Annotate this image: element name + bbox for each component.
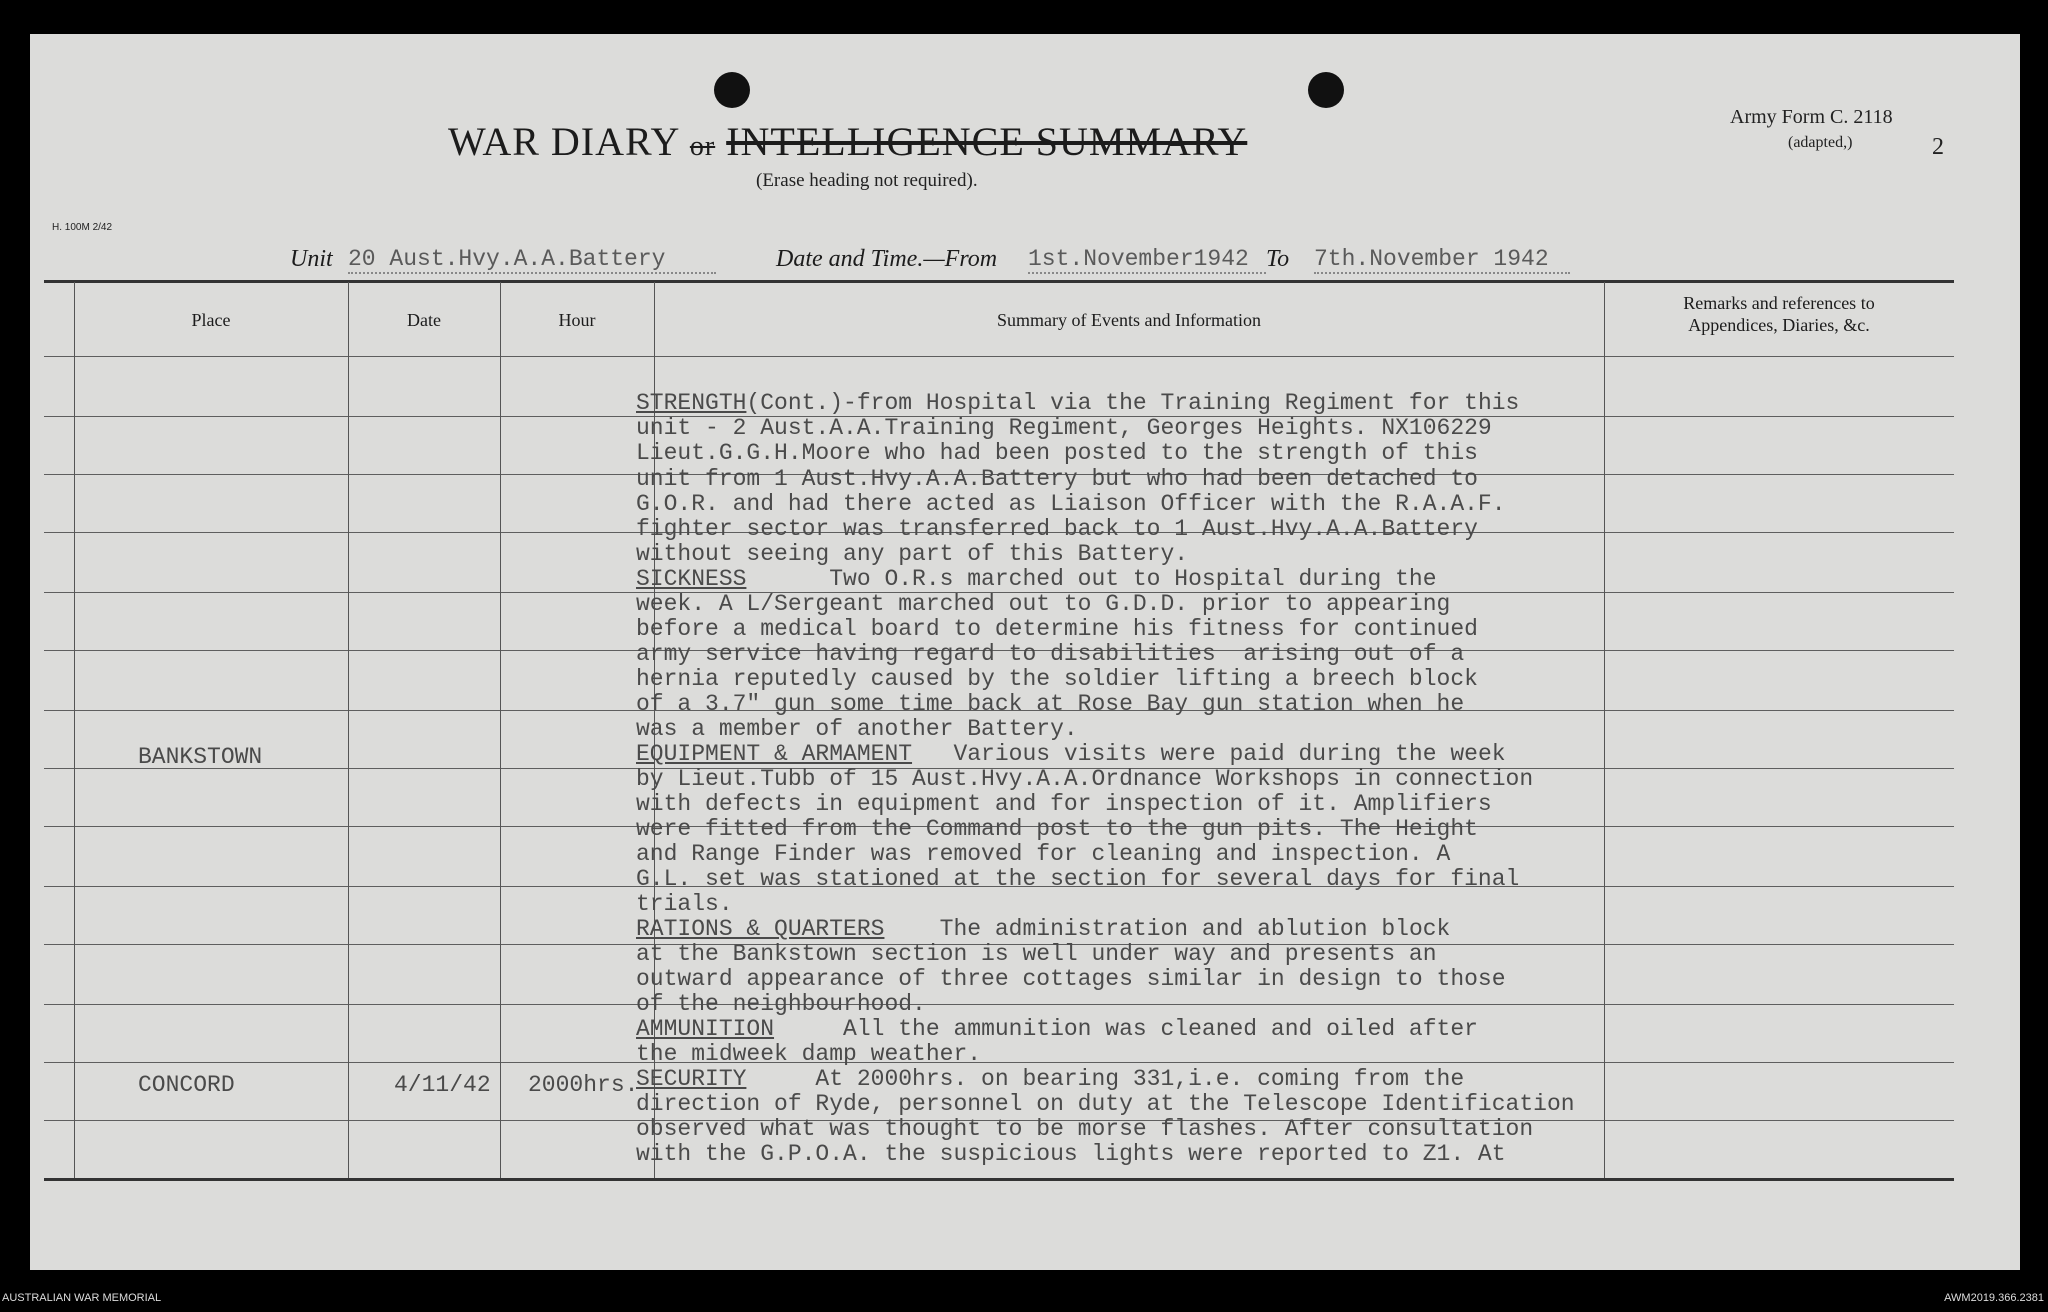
summary-line: RATIONS & QUARTERS The administration and ablution block <box>636 916 1451 942</box>
summary-line: Lieut.G.G.H.Moore who had been posted to the strength of this <box>636 440 1478 466</box>
date-from: 1st.November1942 <box>1028 246 1266 274</box>
column-header-summary: Summary of Events and Information <box>997 310 1261 330</box>
summary-line: the midweek damp weather. <box>636 1041 982 1067</box>
punch-hole-right <box>1308 72 1344 108</box>
title-or: or <box>689 131 716 162</box>
summary-line: direction of Ryde, personnel on duty at the Telescope Identification <box>636 1091 1575 1117</box>
summary-line: AMMUNITION All the ammunition was cleaned and oiled after <box>636 1016 1478 1042</box>
unit-value: 20 Aust.Hvy.A.A.Battery <box>348 246 716 274</box>
column-rule <box>348 282 349 1178</box>
summary-line: was a member of another Battery. <box>636 716 1078 742</box>
column-header-date: Date <box>407 310 441 330</box>
summary-line: without seeing any part of this Battery. <box>636 541 1189 567</box>
remarks-header-line-2: Appendices, Diaries, &c. <box>1688 315 1870 335</box>
heading-strength: STRENGTH <box>636 390 747 416</box>
summary-line: G.O.R. and had there acted as Liaison Officer with the R.A.A.F. <box>636 491 1506 517</box>
summary-line: with defects in equipment and for inspection of it. Amplifiers <box>636 791 1492 817</box>
summary-line: week. A L/Sergeant marched out to G.D.D. prior to appearing <box>636 591 1451 617</box>
heading-security: SECURITY <box>636 1066 747 1092</box>
table-top-rule <box>44 280 1954 283</box>
heading-rations-quarters: RATIONS & QUARTERS <box>636 916 885 942</box>
summary-line: by Lieut.Tubb of 15 Aust.Hvy.A.A.Ordnance Workshops in connection <box>636 766 1534 792</box>
date-to: 7th.November 1942 <box>1314 246 1570 274</box>
column-header-place: Place <box>191 310 231 330</box>
summary-line: and Range Finder was removed for cleaning and inspection. A <box>636 841 1451 867</box>
summary-line: with the G.P.O.A. the suspicious lights were reported to Z1. At <box>636 1141 1506 1167</box>
summary-line: army service having regard to disabilities arising out of a <box>636 641 1465 667</box>
remarks-header-line-1: Remarks and references to <box>1683 293 1875 313</box>
footer-accession-number: AWM2019.366.2381 <box>1944 1292 2044 1304</box>
place-bankstown: BANKSTOWN <box>138 744 263 770</box>
place-concord: CONCORD <box>138 1072 235 1098</box>
erase-note: (Erase heading not required). <box>756 170 978 191</box>
summary-line: at the Bankstown section is well under way and presents an <box>636 941 1437 967</box>
summary-line: unit from 1 Aust.Hvy.A.A.Battery but who had been detached to <box>636 466 1478 492</box>
hour-concord: 2000hrs. <box>528 1072 639 1098</box>
heading-ammunition: AMMUNITION <box>636 1016 775 1042</box>
summary-line: of a 3.7" gun some time back at Rose Bay gun station when he <box>636 691 1465 717</box>
summary-line: EQUIPMENT & ARMAMENT Various visits were paid during the week <box>636 741 1506 767</box>
summary-line: before a medical board to determine his fitness for continued <box>636 616 1478 642</box>
header-bottom-rule <box>44 356 1954 357</box>
summary-line: unit - 2 Aust.A.A.Training Regiment, Georges Heights. NX106229 <box>636 415 1492 441</box>
column-rule <box>1604 282 1605 1178</box>
column-header-hour: Hour <box>558 310 596 330</box>
summary-line: of the neighbourhood. <box>636 991 926 1017</box>
heading-sickness: SICKNESS <box>636 566 747 592</box>
page-number: 2 <box>1932 134 1944 160</box>
date-time-label: Date and Time.—From <box>776 246 998 272</box>
adapted-label: (adapted,) <box>1788 134 1853 151</box>
to-label: To <box>1266 246 1290 272</box>
summary-line: were fitted from the Command post to the gun pits. The Height <box>636 816 1478 842</box>
row-rule <box>44 1004 1954 1005</box>
unit-label: Unit <box>290 246 333 272</box>
summary-line: fighter sector was transferred back to 1 Aust.Hvy.A.A.Battery <box>636 516 1478 542</box>
footer-credit: AUSTRALIAN WAR MEMORIAL <box>2 1292 162 1304</box>
table-bottom-rule <box>44 1178 1954 1181</box>
column-header-remarks <box>1604 292 1954 336</box>
title-war-diary: WAR DIARY <box>448 119 679 164</box>
summary-line: G.L. set was stationed at the section for several days for final <box>636 866 1520 892</box>
summary-line: trials. <box>636 891 733 917</box>
summary-line: outward appearance of three cottages similar in design to those <box>636 966 1506 992</box>
summary-line: observed what was thought to be morse flashes. After consultation <box>636 1116 1534 1142</box>
column-rule <box>500 282 501 1178</box>
summary-line: STRENGTH(Cont.)-from Hospital via the Training Regiment for this <box>636 390 1520 416</box>
summary-line: hernia reputedly caused by the soldier lifting a breech block <box>636 666 1478 692</box>
title-intelligence-summary: INTELLIGENCE SUMMARY <box>726 119 1248 164</box>
summary-line: SECURITY At 2000hrs. on bearing 331,i.e. coming from the <box>636 1066 1465 1092</box>
heading-equipment-armament: EQUIPMENT & ARMAMENT <box>636 741 913 767</box>
summary-line: SICKNESS Two O.R.s marched out to Hospital during the <box>636 566 1437 592</box>
army-form-label: Army Form C. 2118 <box>1730 106 1893 128</box>
form-code: H. 100M 2/42 <box>52 222 113 233</box>
punch-hole-left <box>714 72 750 108</box>
date-concord: 4/11/42 <box>394 1072 491 1098</box>
column-rule <box>74 282 75 1178</box>
row-rule <box>44 1062 1954 1063</box>
page-title <box>448 118 1247 165</box>
